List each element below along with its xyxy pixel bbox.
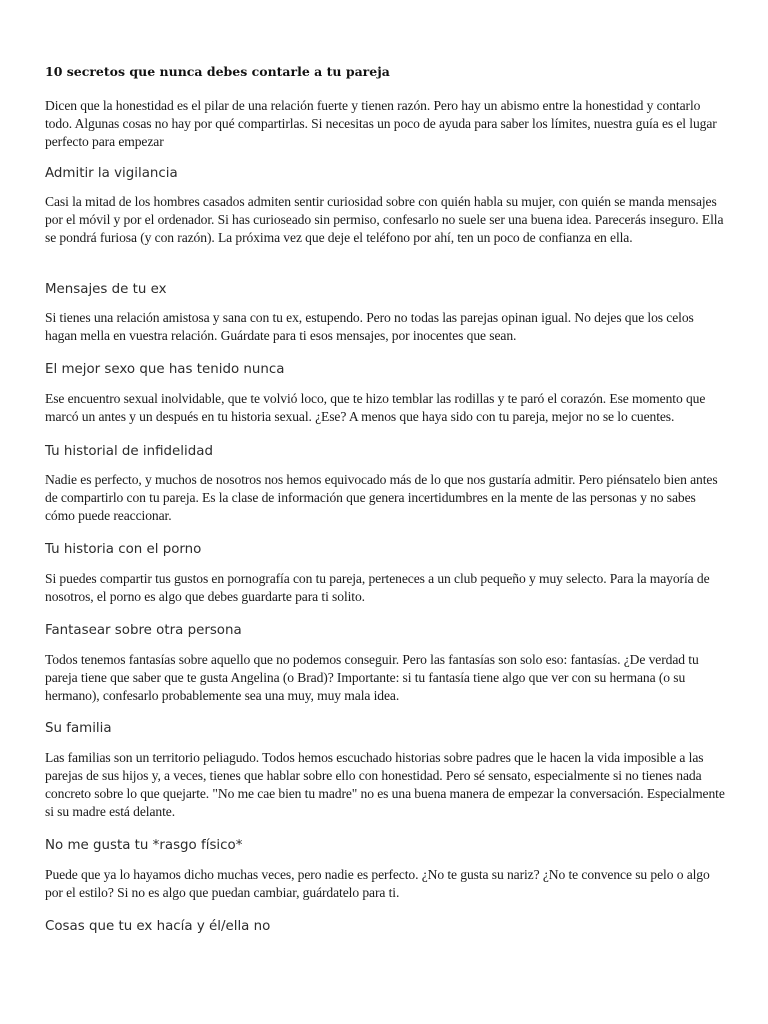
section-body-su-familia: Las familias son un territorio peliagudo. Todos hemos escuchado historias sobre padres que le hacen la vida imposible a las parejas de sus hijos y, a veces, tienes que hablar sobre ello con honestidad. Pero sé sensato, especialmente si no tienes nada concreto sobre lo que quejarte. "No me cae bien tu madre" no es una buena manera de empezar la conversación. Especialmente si su madre está delante.	[45, 750, 725, 819]
section-heading-mejor-sexo: El mejor sexo que has tenido nunca	[45, 362, 285, 377]
section-body-rasgo-fisico: Puede que ya lo hayamos dicho muchas veces, pero nadie es perfecto. ¿No te gusta su nariz? ¿No te convence su pelo o algo por el estilo? Si no es algo que puedan cambiar, guárdatelo para ti.	[45, 867, 710, 900]
intro-paragraph: Dicen que la honestidad es el pilar de una relación fuerte y tienen razón. Pero hay un abismo entre la honestidad y contarlo todo. Algunas cosas no hay por qué compartirlas. Si necesitas un poco de ayuda para saber los límites, nuestra guía es el lugar perfecto para empezar	[45, 98, 717, 149]
section-body-fantasear: Todos tenemos fantasías sobre aquello que no podemos conseguir. Pero las fantasías son solo eso: fantasías. ¿De verdad tu pareja tiene que saber que te gusta Angelina (o Brad)? Importante: si tu fantasía tiene algo que ver con su hermana (o su hermano), confesarlo probablemente sea una muy, muy mala idea.	[45, 652, 699, 703]
section-body-admitir-vigilancia: Casi la mitad de los hombres casados admiten sentir curiosidad sobre con quién habla su mujer, con quién se manda mensajes por el móvil y por el ordenador. Si has curioseado sin permiso, confesarlo no suele ser una buena idea. Parecerás inseguro. Ella se pondrá furiosa (y con razón). La próxima vez que deje el teléfono por ahí, ten un poco de confianza en ella.	[45, 194, 724, 245]
article-title: 10 secretos que nunca debes contarle a tu pareja	[45, 64, 390, 79]
section-heading-mensajes-ex: Mensajes de tu ex	[45, 282, 167, 297]
section-heading-fantasear: Fantasear sobre otra persona	[45, 623, 242, 638]
section-heading-cosas-ex: Cosas que tu ex hacía y él/ella no	[45, 919, 271, 934]
section-heading-rasgo-fisico: No me gusta tu *rasgo físico*	[45, 838, 243, 853]
section-body-mejor-sexo: Ese encuentro sexual inolvidable, que te volvió loco, que te hizo temblar las rodillas y te paró el corazón. Ese momento que marcó un antes y un después en tu historia sexual. ¿Ese? A menos que haya sido con tu pareja, mejor no se lo cuentes.	[45, 391, 706, 424]
section-heading-historial-infidelidad: Tu historial de infidelidad	[45, 444, 213, 459]
section-heading-su-familia: Su familia	[45, 721, 112, 736]
section-body-historial-infidelidad: Nadie es perfecto, y muchos de nosotros nos hemos equivocado más de lo que nos gustaría admitir. Pero piénsatelo bien antes de compartirlo con tu pareja. Es la clase de información que genera incertidumbres en la mente de las personas y no sabes cómo puede reaccionar.	[45, 472, 718, 523]
section-body-historia-porno: Si puedes compartir tus gustos en pornografía con tu pareja, perteneces a un club pequeño y muy selecto. Para la mayoría de nosotros, el porno es algo que debes guardarte para ti solito.	[45, 571, 710, 604]
section-heading-admitir-vigilancia: Admitir la vigilancia	[45, 166, 178, 181]
section-heading-historia-porno: Tu historia con el porno	[45, 542, 202, 557]
section-body-mensajes-ex: Si tienes una relación amistosa y sana con tu ex, estupendo. Pero no todas las parejas opinan igual. No dejes que los celos hagan mella en vuestra relación. Guárdate para ti esos mensajes, por inocentes que sean.	[45, 310, 694, 343]
